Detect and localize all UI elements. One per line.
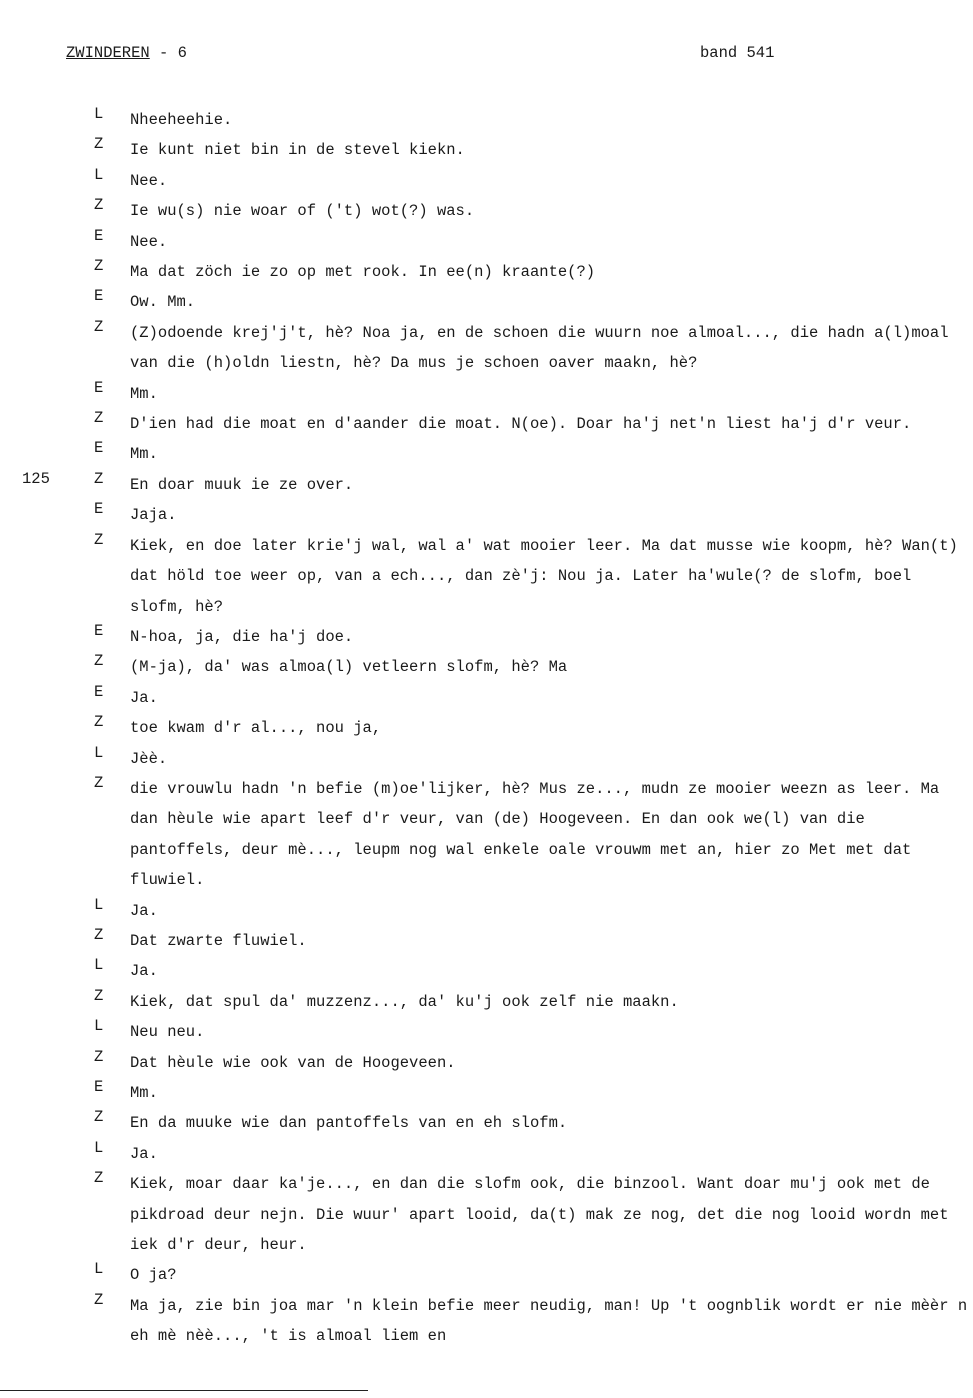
- speaker-label: Z: [94, 773, 104, 792]
- utterance-text: Mm.: [130, 1084, 158, 1102]
- transcript-turn: [0, 896, 973, 926]
- document-header-title: [66, 44, 187, 62]
- line-number: [0, 1108, 94, 1138]
- utterance-text: Ja.: [130, 688, 158, 707]
- utterance-text: Kiek, moar daar ka'je..., en dan die slofm ook, die binzool. Want doar mu'j ook met de pikdroad deur nejn. Die wuur' apart looid, da(t) mak ze nog, det die nog looid wordn met iek d'r deur, heur.: [130, 1175, 949, 1255]
- speaker-label: Z: [94, 135, 104, 154]
- transcript-turn: [0, 105, 973, 135]
- line-number: [0, 500, 94, 530]
- transcript-turn: [0, 622, 973, 652]
- line-number: 125: [22, 469, 50, 488]
- speaker-label: Z: [94, 196, 104, 215]
- transcript-turn: [0, 987, 973, 1017]
- utterance-text: (M-ja), da' was almoa(l) vetleern slofm, hè? Ma: [130, 658, 568, 677]
- transcript-turn: [0, 439, 973, 469]
- speaker-label: Z: [94, 469, 104, 488]
- speaker-label: Z: [94, 1290, 104, 1309]
- speaker-label: Z: [94, 1047, 104, 1066]
- transcript-turn: [0, 1078, 973, 1108]
- line-number: [0, 1260, 94, 1290]
- utterance-text: Ow. Mm.: [130, 293, 196, 312]
- utterance-text: Mm.: [130, 445, 158, 464]
- speaker-label: Z: [94, 1108, 104, 1127]
- speaker-label: L: [94, 1138, 104, 1157]
- utterance-text: Ma ja, zie bin joa mar 'n klein befie meer neudig, man! Up 't oognblik wordt er nie mèèr n eh mè nèè..., 't is almoal liem en: [130, 1296, 968, 1346]
- speaker-label: E: [94, 439, 104, 458]
- utterance-text: Ja.: [130, 962, 158, 981]
- line-number: [0, 683, 94, 713]
- speaker-label: L: [94, 1260, 104, 1279]
- transcript-turn: [0, 1108, 973, 1138]
- utterance-text: Ma dat zöch ie zo op met rook. In ee(n) kraante(?): [130, 263, 596, 282]
- footer-rule: [0, 1390, 368, 1391]
- speaker-label: L: [94, 743, 104, 762]
- line-number: [0, 439, 94, 469]
- line-number: [0, 1291, 94, 1352]
- transcript-turn: [0, 166, 973, 196]
- transcript-turn: [0, 1169, 973, 1260]
- speaker-label: E: [94, 682, 104, 701]
- line-number: [0, 1078, 94, 1108]
- line-number: [0, 744, 94, 774]
- utterance-text: Jèè.: [130, 749, 168, 768]
- line-number: [0, 531, 94, 622]
- speaker-label: Z: [94, 257, 104, 276]
- utterance-text: Nee.: [130, 171, 168, 190]
- utterance-text: Nee.: [130, 232, 168, 251]
- speaker-label: Z: [94, 530, 104, 549]
- utterance-text: D'ien had die moat en d'aander die moat. N(oe). Doar ha'j net'n liest ha'j d'r veur.: [130, 415, 912, 434]
- transcript-turn: [0, 287, 973, 317]
- transcript-turn: [0, 774, 973, 896]
- band-number: band 541: [700, 44, 775, 62]
- transcript-turn: [0, 1139, 973, 1169]
- utterance-text: Ie kunt niet bin in de stevel kiekn.: [130, 141, 465, 160]
- line-number: [0, 987, 94, 1017]
- utterance-text: Ie wu(s) nie woar of ('t) wot(?) was.: [130, 202, 475, 221]
- speaker-label: E: [94, 1078, 104, 1096]
- transcript-body: [0, 105, 973, 1352]
- transcript-turn: [0, 531, 973, 622]
- speaker-label: Z: [94, 713, 104, 732]
- line-number: [0, 196, 94, 226]
- transcript-turn: [0, 683, 973, 713]
- page-number: - 6: [149, 44, 187, 62]
- line-number: [0, 287, 94, 317]
- utterance-text: En doar muuk ie ze over.: [130, 475, 354, 494]
- utterance-text: Neu neu.: [130, 1023, 205, 1042]
- location-title: ZWINDEREN: [66, 44, 150, 62]
- speaker-label: Z: [94, 1169, 104, 1188]
- transcript-turn: [0, 744, 973, 774]
- line-number: [0, 713, 94, 743]
- utterance-text: Dat zwarte fluwiel.: [130, 931, 307, 950]
- transcript-turn: [0, 257, 973, 287]
- line-number: [0, 1017, 94, 1047]
- speaker-label: E: [94, 287, 104, 306]
- speaker-label: L: [94, 895, 104, 914]
- transcript-turn: [0, 956, 973, 986]
- transcript-turn: [0, 227, 973, 257]
- transcript-turn: [0, 500, 973, 530]
- transcript-turn: [0, 409, 973, 439]
- line-number: [0, 1139, 94, 1169]
- utterance-text: O ja?: [130, 1266, 177, 1285]
- line-number: [0, 956, 94, 986]
- utterance-text: toe kwam d'r al..., nou ja,: [130, 719, 382, 738]
- speaker-label: E: [94, 621, 104, 640]
- transcript-turn: [0, 652, 973, 682]
- speaker-label: Z: [94, 925, 104, 944]
- line-number: [0, 409, 94, 439]
- utterance-text: Kiek, dat spul da' muzzenz..., da' ku'j ook zelf nie maakn.: [130, 992, 679, 1011]
- line-number: [0, 652, 94, 682]
- line-number: [0, 926, 94, 956]
- transcript-turn: [0, 196, 973, 226]
- transcript-turn: [0, 470, 973, 500]
- transcript-turn: [0, 1017, 973, 1047]
- utterance-text: Kiek, en doe later krie'j wal, wal a' wat mooier leer. Ma dat musse wie koopm, hè? Wan(t) dat höld toe weer op, van a ech..., dan zè'j: Nou ja. Later ha'wule(? de slofm, boel slofm, hè?: [130, 536, 958, 616]
- line-number: [0, 135, 94, 165]
- utterance-text: N-hoa, ja, die ha'j doe.: [130, 627, 354, 646]
- utterance-text: Dat hèule wie ook van de Hoogeveen.: [130, 1053, 456, 1072]
- utterance-text: Nheeheehie.: [130, 111, 233, 129]
- speaker-label: E: [94, 226, 104, 245]
- speaker-label: E: [94, 378, 104, 397]
- line-number: [0, 379, 94, 409]
- speaker-label: E: [94, 500, 104, 519]
- utterance-text: Ja.: [130, 1144, 158, 1163]
- speaker-label: Z: [94, 986, 104, 1005]
- speaker-label: L: [94, 1017, 104, 1036]
- line-number: [0, 1169, 94, 1260]
- transcript-turn: [0, 318, 973, 379]
- line-number: [0, 227, 94, 257]
- speaker-label: Z: [94, 317, 104, 336]
- transcript-turn: [0, 1291, 973, 1352]
- utterance-text: En da muuke wie dan pantoffels van en eh slofm.: [130, 1114, 568, 1133]
- utterance-text: (Z)odoende krej'j't, hè? Noa ja, en de schoen die wuurn noe almoal..., die hadn a(l)moal van die (h)oldn liestn, hè? Da mus je schoen oaver maakn, hè?: [130, 323, 949, 373]
- utterance-text: Jaja.: [130, 506, 177, 525]
- utterance-text: die vrouwlu hadn 'n befie (m)oe'lijker, hè? Mus ze..., mudn ze mooier weezn as leer. Ma dan hèule wie apart leef d'r veur, van (de) Hoogeveen. En dan ook we(l) van die pantoffels, deur mè..., leupm nog wal enkele oale vrouwm met an, hier zo Met met dat fluwiel.: [130, 779, 940, 890]
- line-number: [0, 622, 94, 652]
- line-number: [0, 257, 94, 287]
- utterance-text: Ja.: [130, 901, 158, 920]
- line-number: [0, 318, 94, 379]
- transcript-turn: [0, 1048, 973, 1078]
- transcript-turn: [0, 1260, 973, 1290]
- transcript-turn: [0, 135, 973, 165]
- speaker-label: L: [94, 165, 104, 184]
- line-number: [0, 774, 94, 896]
- speaker-label: L: [94, 105, 104, 123]
- speaker-label: Z: [94, 652, 104, 671]
- transcript-turn: [0, 926, 973, 956]
- speaker-label: Z: [94, 409, 104, 428]
- line-number: [0, 896, 94, 926]
- transcript-turn: [0, 713, 973, 743]
- utterance-text: Mm.: [130, 384, 158, 403]
- speaker-label: L: [94, 956, 104, 975]
- line-number: [0, 166, 94, 196]
- line-number: [0, 105, 94, 135]
- transcript-turn: [0, 379, 973, 409]
- line-number: [0, 1048, 94, 1078]
